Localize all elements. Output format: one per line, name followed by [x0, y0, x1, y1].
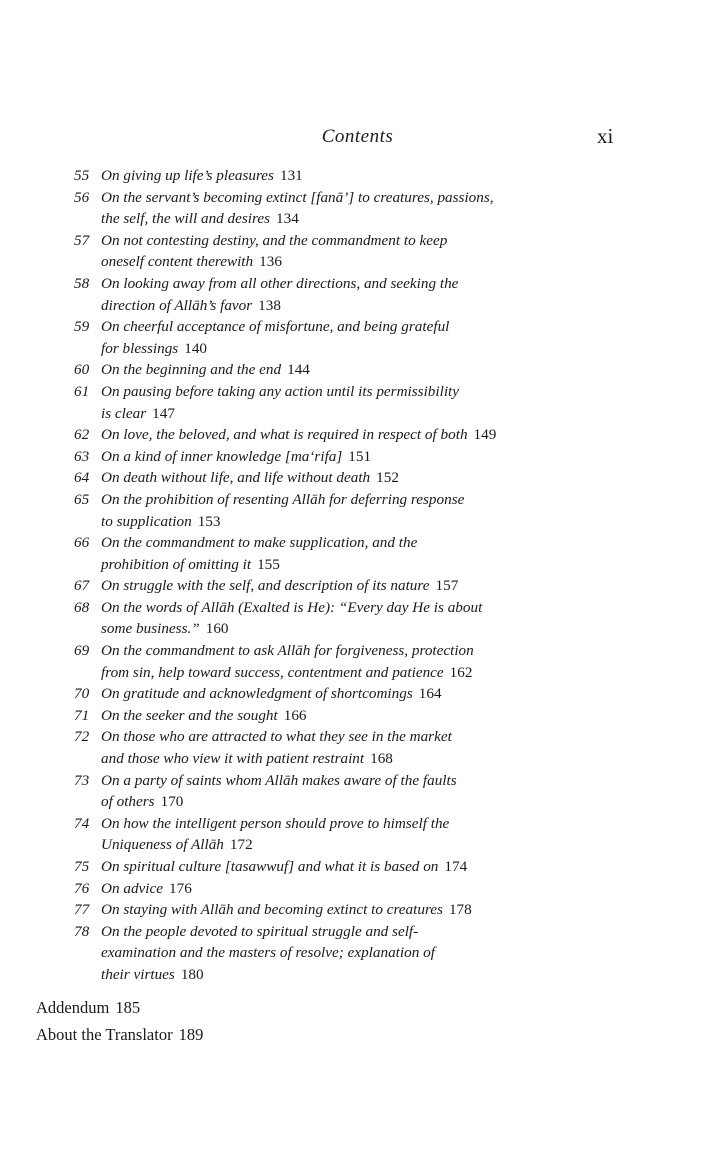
entry-body [101, 489, 571, 532]
chapter-number: 72 [74, 728, 90, 746]
entry-line [101, 856, 571, 878]
chapter-number: 68 [74, 598, 90, 616]
page-number: xi [597, 124, 614, 148]
toc-entry [0, 899, 715, 921]
chapter-number: 63 [74, 447, 90, 465]
back-matter-title: Addendum [36, 998, 110, 1017]
page-ref: 134 [276, 210, 299, 228]
toc-entry [0, 813, 715, 856]
page-ref: 140 [184, 339, 207, 357]
chapter-title: On the prohibition of resenting Allāh for deferring response [101, 490, 465, 508]
toc-entry [0, 489, 715, 532]
chapter-title: On pausing before taking any action until its permissibility [101, 382, 460, 400]
back-matter-title: About the Translator [36, 1025, 173, 1044]
chapter-title: for blessings [101, 339, 179, 357]
entry-body [101, 683, 571, 705]
entry-line [101, 554, 571, 576]
toc-entry [0, 467, 715, 489]
chapter-number: 66 [74, 534, 90, 552]
entry-body [101, 424, 571, 446]
chapter-title: On the servant’s becoming extinct [fanā’] to creatures, passions, [101, 188, 494, 206]
entry-line [101, 381, 571, 403]
page-ref: 147 [152, 404, 175, 422]
entry-line [101, 942, 571, 964]
chapter-title: On how the intelligent person should prove to himself the [101, 814, 450, 832]
chapter-title: On a kind of inner knowledge [ma‘rifa] [101, 447, 343, 465]
chapter-title: On death without life, and life without death [101, 469, 371, 487]
entry-body [101, 532, 571, 575]
entry-line [101, 705, 571, 727]
entry-line [101, 273, 571, 295]
chapter-title: examination and the masters of resolve; explanation of [101, 944, 435, 962]
entry-line [101, 597, 571, 619]
page-ref: 157 [435, 577, 459, 595]
entry-body [101, 856, 571, 878]
entry-line [101, 187, 571, 209]
chapter-number: 64 [74, 469, 90, 487]
entry-body [101, 381, 571, 424]
page-ref: 170 [160, 793, 184, 811]
chapter-title: from sin, help toward success, contentment and patience [101, 663, 444, 681]
page-ref: 174 [444, 858, 468, 875]
chapter-number: 60 [74, 361, 90, 379]
page-ref: 166 [283, 706, 307, 724]
chapter-title: oneself content therewith [101, 253, 254, 271]
chapter-title: to supplication [101, 512, 192, 530]
entry-line [101, 338, 571, 360]
chapter-number: 58 [74, 274, 90, 292]
entry-body [101, 316, 571, 359]
chapter-number: 69 [74, 642, 90, 660]
toc-entry [0, 446, 715, 468]
toc-entry [0, 726, 715, 769]
entry-line [101, 446, 571, 468]
entry-line [101, 230, 571, 252]
toc-entry [0, 770, 715, 813]
entry-line [101, 316, 571, 338]
toc-entry [0, 381, 715, 424]
chapter-title: On the commandment to ask Allāh for forgiveness, protection [101, 642, 474, 660]
chapter-title: On gratitude and acknowledgment of shortcomings [101, 685, 413, 703]
entry-body [101, 359, 571, 381]
toc-entry [0, 187, 715, 230]
entry-line [101, 467, 571, 489]
chapter-number: 70 [74, 685, 90, 703]
entry-line [101, 683, 571, 705]
running-title: Contents [321, 126, 394, 147]
toc-entry [0, 575, 715, 597]
entry-line [101, 575, 571, 597]
entry-line [101, 770, 571, 792]
chapter-number: 62 [74, 426, 90, 444]
chapter-number: 59 [74, 318, 90, 336]
back-matter-entry [36, 998, 140, 1018]
page-ref: 155 [257, 555, 280, 573]
chapter-title: On the commandment to make supplication, and the [101, 534, 418, 552]
chapter-title: On those who are attracted to what they see in the market [101, 728, 452, 746]
entry-body [101, 878, 571, 900]
chapter-title: direction of Allāh’s favor [101, 296, 253, 314]
chapter-number: 73 [74, 771, 90, 789]
entry-line [101, 921, 571, 943]
table-of-contents [0, 165, 715, 986]
page-ref: 131 [279, 167, 303, 184]
entry-line [101, 726, 571, 748]
page-ref: 149 [473, 426, 497, 444]
chapter-title: some business.” [101, 620, 200, 638]
back-matter-entry [36, 1025, 203, 1045]
toc-entry [0, 683, 715, 705]
toc-entry [0, 921, 715, 986]
chapter-number: 65 [74, 490, 90, 508]
chapter-title: On not contesting destiny, and the commandment to keep [101, 231, 448, 249]
chapter-number: 77 [74, 901, 90, 919]
toc-entry [0, 597, 715, 640]
entry-line [101, 208, 571, 230]
entry-line [101, 748, 571, 770]
toc-entry [0, 316, 715, 359]
page-ref: 136 [259, 253, 282, 271]
entry-line [101, 424, 571, 446]
entry-line [101, 359, 571, 381]
chapter-number: 74 [74, 814, 90, 832]
entry-line [101, 511, 571, 533]
entry-line [101, 791, 571, 813]
entry-body [101, 446, 571, 468]
chapter-title: On struggle with the self, and description of its nature [101, 577, 430, 595]
entry-body [101, 597, 571, 640]
chapter-title: their virtues [101, 965, 175, 983]
entry-body [101, 467, 571, 489]
toc-entry [0, 856, 715, 878]
entry-line [101, 165, 571, 187]
entry-body [101, 899, 571, 921]
chapter-number: 76 [74, 879, 90, 897]
chapter-title: prohibition of omitting it [101, 555, 252, 573]
chapter-number: 61 [74, 382, 90, 400]
chapter-title: On spiritual culture [tasawwuf] and what it is based on [101, 858, 439, 875]
page-ref: 164 [418, 685, 442, 703]
chapter-number: 75 [74, 858, 90, 875]
page-ref: 144 [287, 361, 310, 379]
entry-body [101, 813, 571, 856]
entry-line [101, 878, 571, 900]
chapter-title: and those who view it with patient restraint [101, 750, 365, 768]
chapter-title: On advice [101, 879, 163, 897]
chapter-title: On the seeker and the sought [101, 706, 278, 724]
entry-line [101, 403, 571, 425]
chapter-title: On the words of Allāh (Exalted is He): “Every day He is about [101, 598, 483, 616]
entry-body [101, 230, 571, 273]
chapter-number: 56 [74, 188, 90, 206]
page-ref: 176 [169, 879, 192, 897]
toc-entry [0, 165, 715, 187]
toc-entry [0, 359, 715, 381]
entry-line [101, 964, 571, 986]
toc-entry [0, 532, 715, 575]
page-ref: 162 [449, 663, 473, 681]
entry-line [101, 899, 571, 921]
entry-line [101, 640, 571, 662]
chapter-number: 55 [74, 167, 90, 184]
chapter-title: On looking away from all other directions, and seeking the [101, 274, 459, 292]
toc-entry [0, 705, 715, 727]
chapter-title: On the beginning and the end [101, 361, 282, 379]
entry-body [101, 770, 571, 813]
entry-body [101, 640, 571, 683]
page-ref: 168 [370, 750, 393, 768]
toc-entry [0, 640, 715, 683]
chapter-title: the self, the will and desires [101, 210, 271, 228]
entry-body [101, 187, 571, 230]
page-ref: 172 [229, 836, 253, 854]
page-ref: 185 [115, 998, 141, 1017]
entry-body [101, 575, 571, 597]
entry-body [101, 273, 571, 316]
chapter-title: On love, the beloved, and what is required in respect of both [101, 426, 468, 444]
chapter-title: Uniqueness of Allāh [101, 836, 224, 854]
page-ref: 153 [197, 512, 221, 530]
page-ref: 189 [178, 1025, 204, 1044]
chapter-title: On cheerful acceptance of misfortune, and being grateful [101, 318, 450, 336]
chapter-title: is clear [101, 404, 147, 422]
page-ref: 160 [205, 620, 229, 638]
toc-entry [0, 230, 715, 273]
entry-line [101, 834, 571, 856]
chapter-title: On giving up life’s pleasures [101, 167, 274, 184]
page-ref: 138 [258, 296, 281, 314]
entry-line [101, 251, 571, 273]
page-ref: 180 [180, 965, 204, 983]
chapter-number: 57 [74, 231, 90, 249]
entry-line [101, 489, 571, 511]
toc-entry [0, 273, 715, 316]
chapter-title: of others [101, 793, 155, 811]
page-ref: 178 [448, 901, 472, 919]
entry-body [101, 705, 571, 727]
entry-line [101, 662, 571, 684]
chapter-title: On staying with Allāh and becoming extinct to creatures [101, 901, 443, 919]
toc-entry [0, 878, 715, 900]
entry-body [101, 165, 571, 187]
chapter-number: 78 [74, 922, 90, 940]
chapter-title: On a party of saints whom Allāh makes aware of the faults [101, 771, 457, 789]
chapter-title: On the people devoted to spiritual struggle and self- [101, 922, 419, 940]
chapter-number: 67 [74, 577, 90, 595]
entry-line [101, 532, 571, 554]
toc-entry [0, 424, 715, 446]
entry-line [101, 813, 571, 835]
entry-line [101, 295, 571, 317]
entry-body [101, 726, 571, 769]
entry-line [101, 618, 571, 640]
page-ref: 151 [348, 447, 372, 465]
chapter-number: 71 [74, 706, 90, 724]
entry-body [101, 921, 571, 986]
page-ref: 152 [376, 469, 399, 487]
